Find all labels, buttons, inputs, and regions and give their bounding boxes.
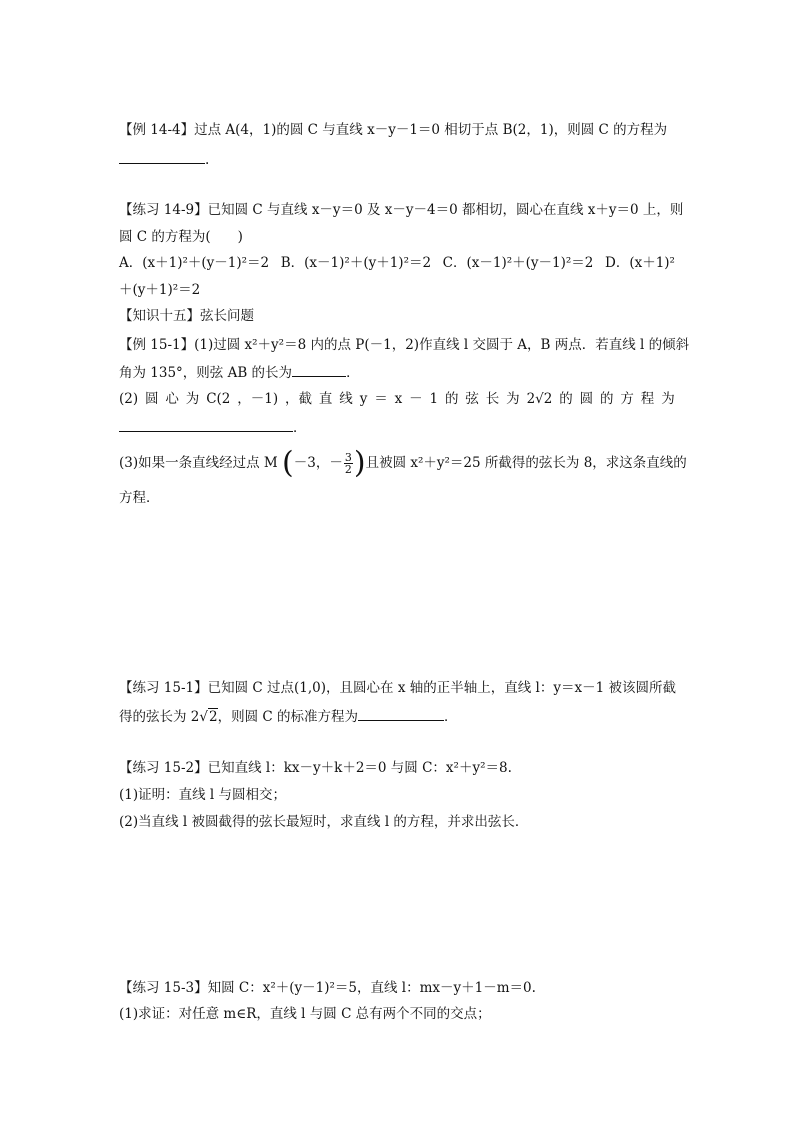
part2-word: (2) bbox=[119, 391, 139, 407]
line-text-mid: ，则圆 C 的标准方程为 bbox=[217, 709, 359, 725]
option-c: C．(x－1)²＋(y－1)²＝2 bbox=[442, 255, 594, 271]
part2-word: 圆 bbox=[579, 391, 594, 407]
answer-blank bbox=[119, 150, 205, 164]
fraction bbox=[344, 452, 353, 475]
part2-word: y bbox=[359, 391, 368, 407]
line-end-punct: ． bbox=[346, 365, 360, 381]
sqrt-symbol: √2 bbox=[199, 709, 218, 725]
part2-word: 心 bbox=[165, 391, 179, 407]
part2-word: ＝ bbox=[374, 391, 388, 407]
practice-14-9-line1: 【练习 14-9】已知圆 C 与直线 x－y＝0 及 x－y－4＝0 都相切，圆心在直线 x＋y＝0 上，则 bbox=[119, 202, 684, 218]
point-coords: －3，－ bbox=[293, 455, 343, 471]
part2-word: 线 bbox=[339, 391, 353, 407]
radicand: 2 bbox=[209, 709, 218, 725]
part2-word: 1 bbox=[429, 391, 439, 407]
practice-15-3-line1: 【练习 15-3】知圆 C：x²＋(y－1)²＝5，直线 l：mx－y＋1－m＝0. bbox=[119, 980, 536, 996]
fraction-denominator: 2 bbox=[344, 463, 352, 476]
example-15-1-part3-line2: 方程． bbox=[119, 490, 160, 506]
part2-word: ，截 bbox=[285, 391, 313, 407]
part2-word: x bbox=[394, 391, 403, 407]
answer-blank bbox=[119, 418, 293, 432]
example-15-1-line2 bbox=[119, 363, 360, 382]
part2-word: 的 bbox=[600, 391, 614, 407]
part3-text: (3)如果一条直线经过点 M bbox=[119, 455, 278, 471]
line-end-punct: ． bbox=[293, 420, 307, 436]
practice-15-2-line1: 【练习 15-2】已知直线 l：kx－y＋k＋2＝0 与圆 C：x²＋y²＝8. bbox=[119, 760, 512, 776]
practice-15-1-line2 bbox=[119, 707, 458, 726]
practice-14-9-options bbox=[119, 254, 675, 272]
right-paren: ) bbox=[353, 445, 366, 481]
part2-word: 为 bbox=[506, 391, 520, 407]
example-15-1-part3-line1 bbox=[119, 445, 687, 481]
option-d-continued: ＋(y＋1)²＝2 bbox=[119, 282, 201, 298]
part2-word: 2√2 bbox=[526, 391, 553, 407]
example-15-1-part2-line2 bbox=[119, 418, 307, 437]
part2-word: 的 bbox=[445, 391, 459, 407]
part2-word: 为 bbox=[185, 391, 200, 407]
line-end-punct: ． bbox=[444, 709, 458, 725]
fraction-numerator: 3 bbox=[344, 451, 352, 464]
part2-word: 直 bbox=[318, 391, 333, 407]
option-a: A．(x＋1)²＋(y－1)²＝2 bbox=[119, 255, 270, 271]
option-d: D．(x＋1)² bbox=[605, 255, 675, 271]
example-15-1-part2-line bbox=[119, 390, 675, 408]
practice-15-3-line2: (1)求证：对任意 m∈R，直线 l 与圆 C 总有两个不同的交点； bbox=[119, 1006, 491, 1022]
example-14-4-line1: 【例 14-4】过点 A(4，1)的圆 C 与直线 x－y－1＝0 相切于点 B(2，1)，则圆 C 的方程为 bbox=[119, 122, 668, 138]
line-text: 角为 135°，则弦 AB 的长为 bbox=[119, 365, 293, 381]
knowledge-15-heading: 【知识十五】弦长问题 bbox=[119, 308, 254, 324]
line-text: 得的弦长为 2 bbox=[119, 709, 200, 725]
part2-word: － bbox=[409, 391, 423, 407]
part2-word: 圆 bbox=[145, 391, 159, 407]
left-paren: ( bbox=[282, 445, 294, 481]
part2-word: C(2 bbox=[206, 391, 231, 407]
answer-blank bbox=[292, 363, 346, 377]
answer-blank bbox=[358, 707, 444, 721]
option-b: B．(x－1)²＋(y＋1)²＝2 bbox=[280, 255, 432, 271]
line-end-punct: . bbox=[205, 152, 210, 168]
part2-word: 程 bbox=[640, 391, 655, 407]
part2-word: 方 bbox=[620, 391, 634, 407]
part2-word: 的 bbox=[559, 391, 573, 407]
practice-15-2-line2: (1)证明：直线 l 与圆相交； bbox=[119, 787, 287, 803]
example-14-4-line2 bbox=[119, 150, 209, 169]
part2-word: 长 bbox=[485, 391, 500, 407]
part2-word: ，－1) bbox=[237, 391, 279, 407]
part2-word: 为 bbox=[661, 391, 675, 407]
practice-15-2-line3: (2)当直线 l 被圆截得的弦长最短时，求直线 l 的方程，并求出弦长． bbox=[119, 814, 529, 830]
example-15-1-line1: 【例 15-1】(1)过圆 x²＋y²＝8 内的点 P(－1，2)作直线 l 交圆于 A，B 两点．若直线 l 的倾斜 bbox=[119, 337, 690, 353]
practice-15-1-line1: 【练习 15-1】已知圆 C 过点(1,0)，且圆心在 x 轴的正半轴上，直线 l：y＝x－1 被该圆所截 bbox=[119, 680, 676, 696]
part3-text-end: 且被圆 x²＋y²＝25 所截得的弦长为 8，求这条直线的 bbox=[365, 455, 687, 471]
part2-word: 弦 bbox=[465, 391, 479, 407]
practice-14-9-line2: 圆 C 的方程为( ) bbox=[119, 229, 243, 245]
